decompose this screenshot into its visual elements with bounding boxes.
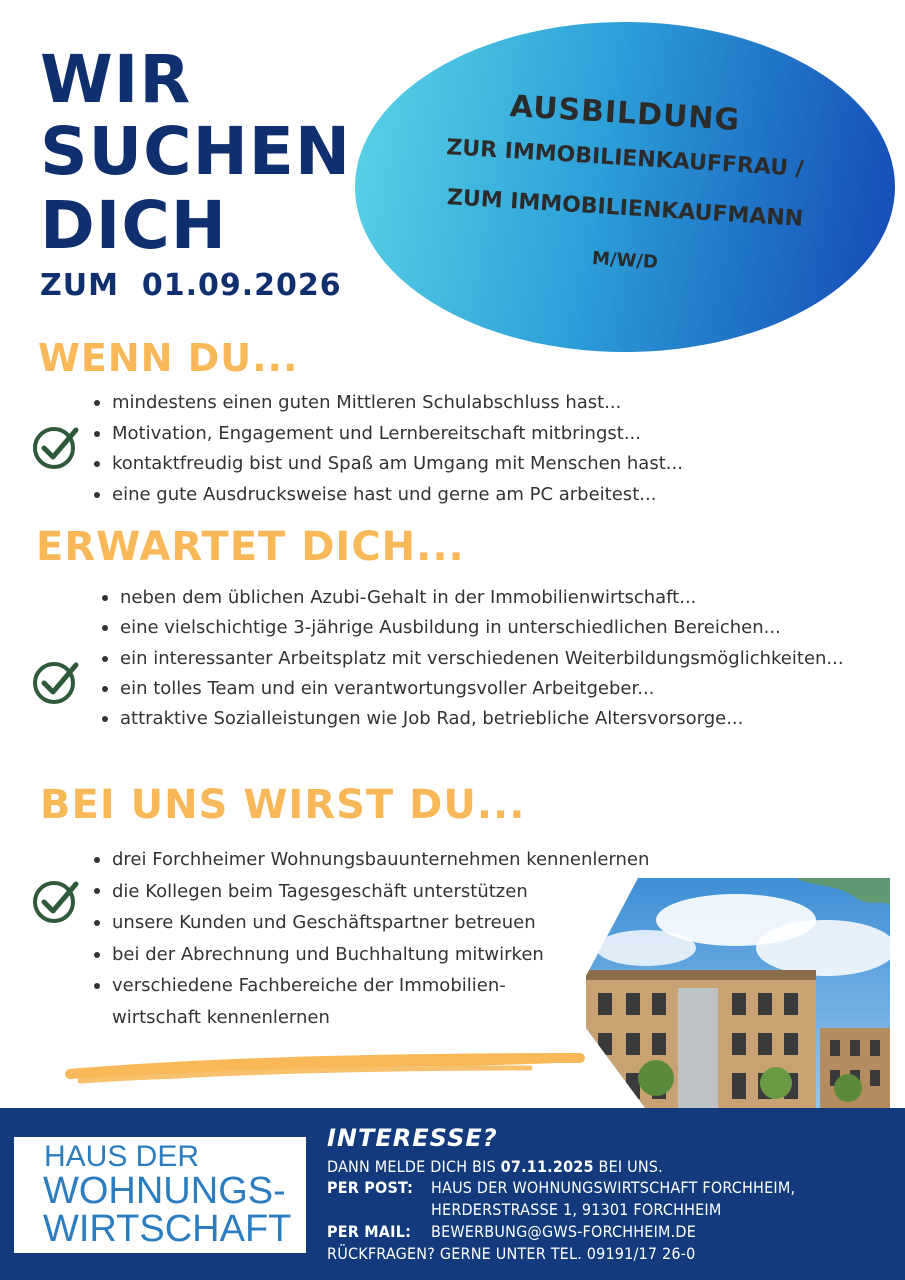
list-item: attraktive Sozialleistungen wie Job Rad, betriebliche Altersvorsorge... [100, 704, 844, 734]
list-item: ein interessanter Arbeitsplatz mit verschiedenen Weiterbildungsmöglichkeiten... [100, 644, 844, 674]
start-date-value: 01.09.2026 [141, 268, 342, 303]
section-list-wenn-du [92, 388, 683, 510]
section-heading-bei-uns: BEI UNS WIRST DU... [40, 782, 526, 828]
list-item: unsere Kunden und Geschäftspartner betreuen [92, 907, 649, 939]
list-item: Motivation, Engagement und Lernbereitschaft mitbringst... [92, 419, 683, 450]
badge-line-1: ZUR IMMOBILIENKAUFFRAU / [445, 135, 805, 182]
footer-title: INTERESSE? [327, 1124, 498, 1152]
badge-title: AUSBILDUNG [508, 88, 742, 139]
start-date-prefix: ZUM [40, 268, 119, 303]
list-item: eine gute Ausdrucksweise hast und gerne am PC arbeitest... [92, 480, 683, 511]
footer-deadline-line [327, 1157, 663, 1176]
list-item: verschiedene Fachbereiche der Immobilien- [92, 970, 649, 1002]
brush-stroke-divider [60, 1050, 590, 1090]
list-item: mindestens einen guten Mittleren Schulabschluss hast... [92, 388, 683, 419]
list-item-continuation: wirtschaft kennenlernen [112, 1006, 330, 1028]
start-date [40, 268, 342, 303]
section-list-erwartet-dich [100, 583, 844, 734]
list-item: ein tolles Team und ein verantwortungsvoller Arbeitgeber... [100, 674, 844, 704]
deadline-prefix: DANN MELDE DICH BIS [327, 1157, 496, 1176]
headline-line-1: WIR [40, 41, 192, 118]
list-item: eine vielschichtige 3-jährige Ausbildung in unterschiedlichen Bereichen... [100, 613, 844, 643]
check-circle-icon [32, 424, 80, 472]
check-circle-icon [32, 659, 80, 707]
list-item: die Kollegen beim Tagesgeschäft unterstützen [92, 876, 649, 908]
logo-line-2: WOHNUNGS- [43, 1170, 286, 1212]
deadline-date: 07.11.2025 [500, 1157, 594, 1176]
post-address-line-2: HERDERSTRASSE 1, 91301 FORCHHEIM [431, 1200, 722, 1219]
post-label: PER POST: [327, 1178, 414, 1197]
headline-line-3: DICH [40, 187, 228, 264]
badge-line-3: M/W/D [591, 248, 659, 273]
list-item: neben dem üblichen Azubi-Gehalt in der Immobilienwirtschaft... [100, 583, 844, 613]
section-heading-wenn-du: WENN DU... [38, 336, 299, 380]
list-item: drei Forchheimer Wohnungsbauunternehmen kennenlernen [92, 844, 649, 876]
mail-label: PER MAIL: [327, 1222, 412, 1241]
logo-line-3: WIRTSCHAFT [43, 1208, 292, 1250]
section-list-bei-uns [92, 844, 649, 1034]
post-address-line-1: HAUS DER WOHNUNGSWIRTSCHAFT FORCHHEIM, [431, 1178, 796, 1197]
badge-line-2: ZUM IMMOBILIENKAUFMANN [446, 185, 804, 232]
contact-phone-line: RÜCKFRAGEN? GERNE UNTER TEL. 09191/17 26-0 [327, 1244, 696, 1263]
section-heading-erwartet-dich: ERWARTET DICH... [36, 524, 465, 570]
check-circle-icon [32, 878, 80, 926]
headline-line-2: SUCHEN [40, 113, 352, 190]
deadline-suffix: BEI UNS. [598, 1157, 663, 1176]
list-item: bei der Abrechnung und Buchhaltung mitwirken [92, 939, 649, 971]
mail-address-link[interactable]: BEWERBUNG@GWS-FORCHHEIM.DE [431, 1222, 696, 1241]
logo-line-1: HAUS DER [44, 1140, 200, 1173]
list-item: kontaktfreudig bist und Spaß am Umgang mit Menschen hast... [92, 449, 683, 480]
